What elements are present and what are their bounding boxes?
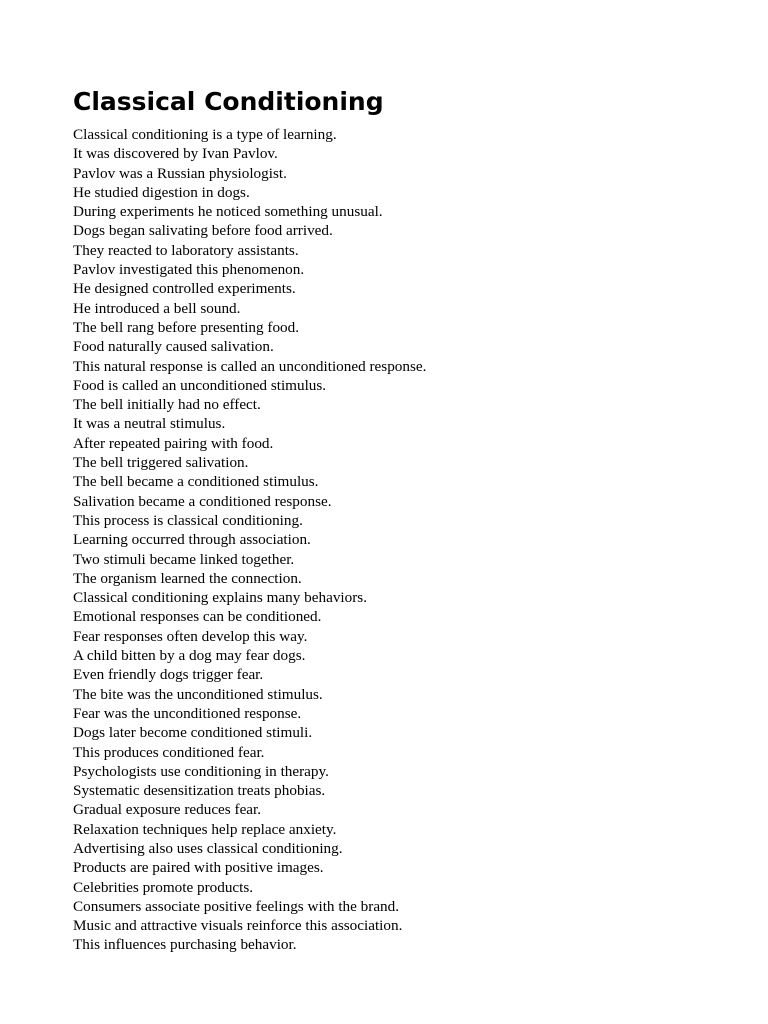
body-line: This influences purchasing behavior.: [73, 936, 297, 954]
body-line: This natural response is called an unconditioned response.: [73, 357, 427, 375]
body-line: Dogs began salivating before food arrived.: [73, 222, 333, 240]
body-line: Fear responses often develop this way.: [73, 627, 308, 645]
body-line: After repeated pairing with food.: [73, 434, 274, 452]
body-line: Classical conditioning explains many behaviors.: [73, 589, 367, 607]
body-line: It was discovered by Ivan Pavlov.: [73, 145, 278, 163]
body-line: The bell initially had no effect.: [73, 396, 261, 414]
body-line: Systematic desensitization treats phobias.: [73, 782, 326, 800]
body-line: Dogs later become conditioned stimuli.: [73, 724, 313, 742]
body-line: Gradual exposure reduces fear.: [73, 801, 262, 819]
body-line: A child bitten by a dog may fear dogs.: [73, 647, 306, 665]
body-line: Food naturally caused salivation.: [73, 338, 274, 356]
body-line: Emotional responses can be conditioned.: [73, 608, 322, 626]
body-line: Two stimuli became linked together.: [73, 550, 295, 568]
body-line: The bell became a conditioned stimulus.: [73, 473, 319, 491]
document-title: Classical Conditioning: [73, 87, 384, 116]
body-line: Even friendly dogs trigger fear.: [73, 666, 264, 684]
body-line: Products are paired with positive images.: [73, 859, 324, 877]
body-line: Consumers associate positive feelings with the brand.: [73, 897, 400, 915]
body-line: Relaxation techniques help replace anxiety.: [73, 820, 337, 838]
document-body: [73, 125, 426, 955]
body-line: Food is called an unconditioned stimulus.: [73, 376, 327, 394]
body-line: The bell triggered salivation.: [73, 454, 249, 472]
body-line: He studied digestion in dogs.: [73, 183, 250, 201]
body-line: Music and attractive visuals reinforce this association.: [73, 917, 403, 935]
body-line: Pavlov was a Russian physiologist.: [73, 164, 287, 182]
body-line: Salivation became a conditioned response.: [73, 492, 332, 510]
body-line: Learning occurred through association.: [73, 531, 311, 549]
body-line: Classical conditioning is a type of learning.: [73, 126, 337, 143]
body-line: Advertising also uses classical conditioning.: [73, 839, 343, 857]
body-line: The bite was the unconditioned stimulus.: [73, 685, 323, 703]
body-line: He designed controlled experiments.: [73, 280, 296, 298]
body-line: It was a neutral stimulus.: [73, 415, 226, 433]
body-line: Fear was the unconditioned response.: [73, 704, 302, 722]
body-line: The organism learned the connection.: [73, 569, 302, 587]
body-line: Celebrities promote products.: [73, 878, 254, 896]
body-line: Pavlov investigated this phenomenon.: [73, 261, 305, 279]
body-line: He introduced a bell sound.: [73, 299, 241, 317]
body-line: Psychologists use conditioning in therapy.: [73, 762, 329, 780]
body-line: During experiments he noticed something unusual.: [73, 203, 383, 221]
body-line: This process is classical conditioning.: [73, 511, 303, 529]
body-line: They reacted to laboratory assistants.: [73, 241, 299, 259]
body-line: This produces conditioned fear.: [73, 743, 265, 761]
body-line: The bell rang before presenting food.: [73, 318, 300, 336]
